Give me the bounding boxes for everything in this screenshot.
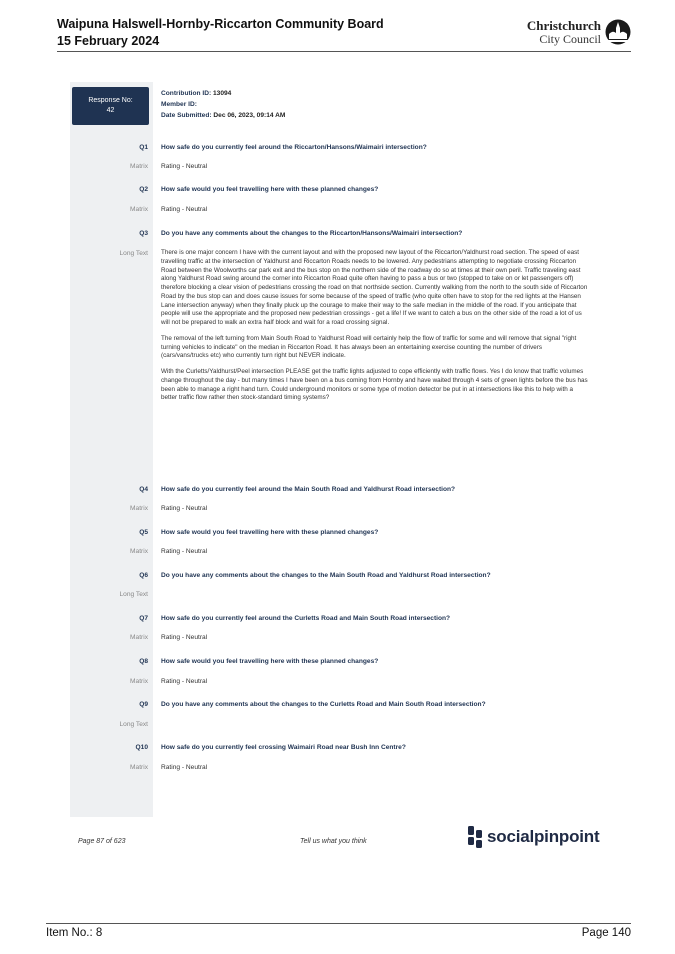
answer-row — [70, 204, 610, 216]
question-text: Do you have any comments about the changes to the Riccarton/Hansons/Waimairi intersection? — [161, 230, 463, 237]
question-row — [70, 656, 610, 668]
question-number: Q5 — [139, 529, 148, 536]
answer-row — [70, 676, 610, 688]
answer-type: Matrix — [130, 634, 148, 641]
report-title: Waipuna Halswell-Hornby-Riccarton Community Board — [57, 17, 384, 31]
answer-type: Long Text — [119, 721, 148, 728]
answer-value: Rating - Neutral — [161, 505, 208, 512]
answer-value: Rating - Neutral — [161, 206, 208, 213]
inner-page-tagline: Tell us what you think — [300, 838, 367, 845]
response-number-badge — [72, 87, 149, 125]
question-row — [70, 527, 610, 539]
report-footer — [46, 923, 631, 943]
question-row — [70, 484, 610, 496]
report-header — [57, 16, 631, 52]
question-row — [70, 184, 610, 196]
survey-response-page — [70, 82, 610, 852]
report-date: 15 February 2024 — [57, 34, 160, 48]
question-text: How safe would you feel travelling here with these planned changes? — [161, 658, 379, 665]
contribution-label: Contribution ID: — [161, 90, 212, 97]
answer-type: Matrix — [130, 206, 148, 213]
answer-type: Matrix — [130, 764, 148, 771]
christchurch-cathedral-icon — [605, 19, 631, 45]
question-row — [70, 570, 610, 582]
answer-row — [70, 719, 610, 731]
answer-row — [70, 632, 610, 644]
question-number: Q10 — [135, 744, 148, 751]
answer-type: Matrix — [130, 678, 148, 685]
answer-row — [70, 589, 610, 601]
question-number: Q6 — [139, 572, 148, 579]
council-logo — [527, 16, 631, 48]
answer-paragraph: The removal of the left turning from Main South Road to Yaldhurst Road will certainly help the flow of traffic for some and will remove that signal "right turning vehicles to indicate" on the median in Riccarton Road. It has always been an entertaining exercise counting the number of drivers (cars/vans/trucks etc) who currently turn right but NEVER indicate. — [161, 334, 577, 360]
answer-row — [70, 762, 610, 774]
question-text: Do you have any comments about the changes to the Curletts Road and Main South Road intersection? — [161, 701, 486, 708]
answer-row — [70, 503, 610, 515]
socialpinpoint-wordmark: socialpinpoint — [487, 827, 600, 846]
question-row — [70, 228, 610, 240]
answer-value: Rating - Neutral — [161, 764, 208, 771]
socialpinpoint-logo-icon — [468, 826, 483, 848]
answer-type: Long Text — [119, 250, 148, 257]
answer-paragraph: There is one major concern I have with the current layout and with the proposed new layout of the Riccarton/Yaldhurst road section. The speed of east travelling traffic at the intersection of Yaldhurst and Riccarton Roads needs to be lowered. Any pedestrians attempting to negotiate crossing Riccarton Road between the Woolworths car park exit and the bus stop on the northern side of the roadway do so at times at their own peril. Traffic traveling east along Yaldhurst Road swing around the corner into Riccarton Road quite often having to pass a bus or two (stopped to take on or let passengers off) therefore blocking a clear vision of pedestrians crossing the road on that northside section. Currently walking from the north to the south side of Riccarton Road by the bus stop can and does cause issues for some because of the speed of traffic (who quite often have to stop for the red lights at the Hansen Lane intersection anyway) when they finally pluck up the courage to make their way to the safe median in the middle of the road. If you anticipate that people will use the appropriate and the proposed new pedestrian crossings - get a life! If we want to catch a bus on the other side of the road a lot of us will not be prepared to walk an extra half block and wait for a road crossing signal. — [161, 249, 588, 326]
question-text: How safe do you currently feel crossing Waimairi Road near Bush Inn Centre? — [161, 744, 406, 751]
answer-type: Matrix — [130, 548, 148, 555]
answer-row — [70, 546, 610, 558]
question-number: Q2 — [139, 186, 148, 193]
contribution-value: 13094 — [213, 90, 232, 97]
response-badge-number: 42 — [106, 107, 115, 114]
response-badge-label: Response No: — [88, 97, 133, 104]
question-text: How safe would you feel travelling here with these planned changes? — [161, 186, 379, 193]
answer-value: Rating - Neutral — [161, 163, 208, 170]
question-row — [70, 142, 610, 154]
answer-value: Rating - Neutral — [161, 634, 208, 641]
question-number: Q9 — [139, 701, 148, 708]
member-label: Member ID: — [161, 101, 197, 108]
answer-paragraph: With the Curletts/Yaldhurst/Peel intersection PLEASE get the traffic lights adjusted to cope efficiently with traffic flows. Yes I do know that traffic volumes change throughout the day - but many times I have been on a bus coming from Hornby and have waited through 4 sets of green lights before the bus has been able to manage a right hand turn. Could underground monitors or some type of motion detector be put in at intersections like this to help with a better traffic flow rather then stock-standard timing systems? — [161, 368, 588, 402]
question-text: How safe do you currently feel around the Main South Road and Yaldhurst Road intersection? — [161, 486, 456, 493]
logo-line2: City Council — [539, 31, 601, 46]
question-number: Q7 — [139, 615, 148, 622]
answer-row — [70, 161, 610, 173]
question-text: How safe would you feel travelling here with these planned changes? — [161, 529, 379, 536]
date-label: Date Submitted: — [161, 112, 212, 119]
socialpinpoint-logo — [468, 826, 599, 848]
question-number: Q4 — [139, 486, 148, 493]
answer-type: Matrix — [130, 163, 148, 170]
question-number: Q1 — [139, 144, 148, 151]
logo-line1: Christchurch — [526, 17, 601, 33]
item-number: Item No.: 8 — [46, 927, 103, 939]
answer-type: Matrix — [130, 505, 148, 512]
question-text: How safe do you currently feel around the Riccarton/Hansons/Waimairi intersection? — [161, 144, 427, 151]
answer-value: Rating - Neutral — [161, 678, 208, 685]
inner-page-number: Page 87 of 623 — [78, 838, 126, 845]
question-number: Q3 — [139, 230, 148, 237]
answer-value: Rating - Neutral — [161, 548, 208, 555]
date-value: Dec 06, 2023, 09:14 AM — [213, 112, 286, 119]
answer-type: Long Text — [119, 591, 148, 598]
question-number: Q8 — [139, 658, 148, 665]
question-row — [70, 742, 610, 754]
submission-meta — [161, 88, 285, 121]
question-row — [70, 699, 610, 711]
question-row — [70, 613, 610, 625]
question-text: Do you have any comments about the changes to the Main South Road and Yaldhurst Road intersection? — [161, 572, 491, 579]
long-text-answer — [161, 249, 589, 410]
report-page-number: Page 140 — [581, 927, 631, 939]
question-text: How safe do you currently feel around the Curletts Road and Main South Road intersection? — [161, 615, 451, 622]
